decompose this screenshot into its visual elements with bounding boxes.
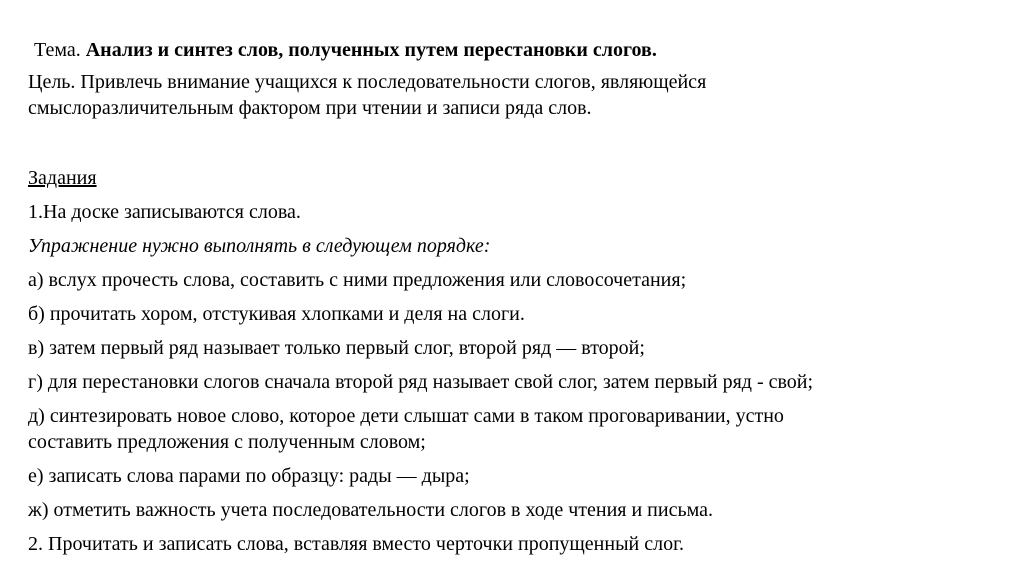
step-g: г) для перестановки слогов сначала второй ряд называет свой слог, затем первый ряд - свой; bbox=[28, 371, 814, 393]
tasks-heading: Задания bbox=[28, 167, 97, 189]
task-2: 2. Прочитать и записать слова, вставляя вместо черточки пропущенный слог. bbox=[28, 533, 685, 555]
topic-title: Анализ и синтез слов, полученных путем перестановки слогов. bbox=[85, 39, 657, 61]
step-e: е) записать слова парами по образцу: рады — дыра; bbox=[28, 465, 470, 487]
step-d-line-1: д) синтезировать новое слово, которое дети слышат сами в таком проговаривании, устно bbox=[28, 405, 784, 427]
step-b: б) прочитать хором, отстукивая хлопками и деля на слоги. bbox=[28, 303, 525, 325]
goal-line-1: Цель. Привлечь внимание учащихся к последовательности слогов, являющейся bbox=[28, 71, 707, 93]
task-1: 1.На доске записываются слова. bbox=[28, 201, 301, 223]
topic-line bbox=[34, 38, 657, 62]
topic-label: Тема. bbox=[34, 39, 81, 61]
goal-line-2: смыслоразличительным фактором при чтении и записи ряда слов. bbox=[28, 97, 592, 119]
step-zh: ж) отметить важность учета последовательности слогов в ходе чтения и письма. bbox=[28, 499, 713, 521]
step-v: в) затем первый ряд называет только первый слог, второй ряд — второй; bbox=[28, 337, 645, 359]
step-a: а) вслух прочесть слова, составить с ними предложения или словосочетания; bbox=[28, 269, 687, 291]
instruction: Упражнение нужно выполнять в следующем порядке: bbox=[28, 235, 491, 257]
step-d-line-2: составить предложения с полученным словом; bbox=[28, 431, 426, 453]
